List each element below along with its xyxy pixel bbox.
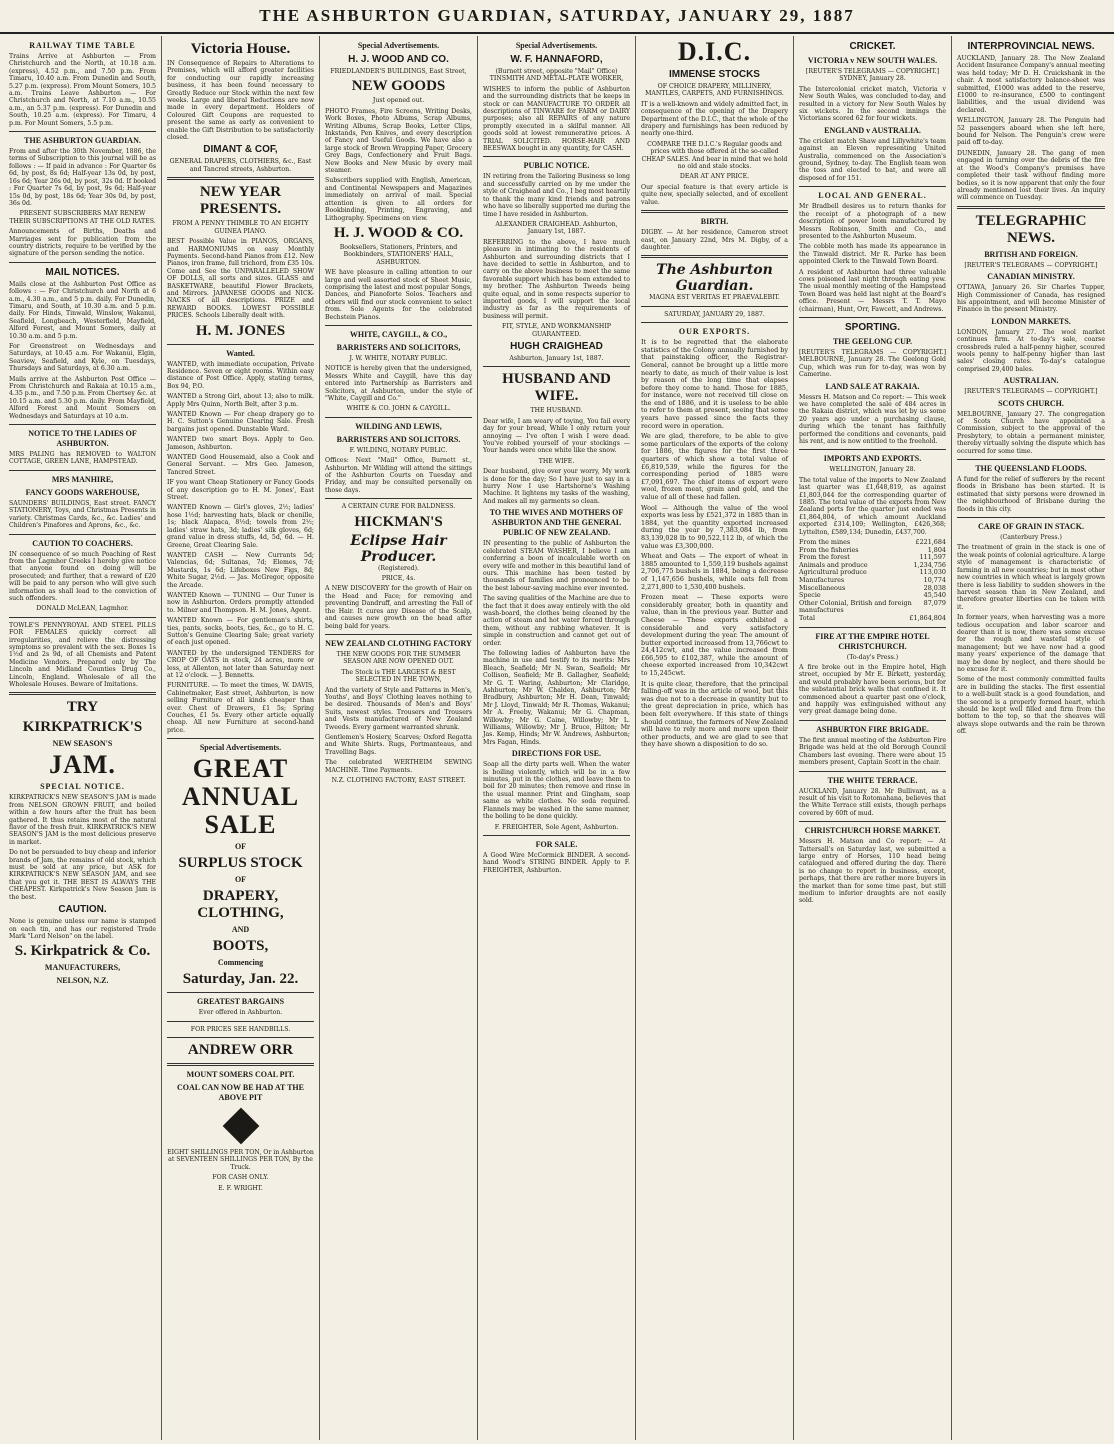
- towle-ad: TOWLE'S PENNYROYAL AND STEEL PILLS FOR FEMALES quickly correct all irregularities, and relieve the distressing symptoms so prevalent with the sex. Boxes 1s 1½d and 2s 9d, of all Chemists and Patent Medicine Vendors. Prepared only by The Lincoln and Midland Counties Drug Co., Lincoln, England. Wholesale of all the Wholesale Houses. Beware of Imitations.: [9, 621, 156, 688]
- mail-text: Mails close at the Ashburton Post Office as follows : — For Christchurch and North at 6 a.m., 4.30 a.m., and 5 p.m. daily. For Dunedin, Timaru, and South, at 10.30 a.m. and 5 p.m. daily. For Hinds, Tinwald, Winslow, Wakanui, Seafield, Longbeach, Westerfield, Mayfield, Alford Forest, and Mount Somers, daily at 10.30 a.m. and 5 p.m.: [9, 280, 156, 340]
- new-goods-heading: NEW GOODS: [351, 78, 446, 95]
- ladies-text: MRS PALING has REMOVED to WALTON COTTAGE, GREEN LANE, HAMPSTEAD.: [9, 451, 156, 466]
- manhire-subheading: FANCY GOODS WAREHOUSE,: [25, 487, 140, 497]
- grain-text: Some of the most commonly committed faults are in building the stacks. The first essential to a well-built stack is a good foundation, and the second is a properly formed heart, which should be kept well filled and firm from the bottom to the top, so that the sheaves will always slope outwards and the rain be thrown off.: [957, 676, 1105, 736]
- row-label: Miscellaneous: [799, 583, 846, 592]
- column-5: [636, 36, 794, 1440]
- of-text: OF: [234, 875, 247, 885]
- divider: [483, 366, 630, 367]
- imports-text: The total value of the imports to New Zealand last quarter was £1,648,819, as against £1,803,044 for the corresponding quarter of 1885. The total value of the exports from New Zealand ports for the quarter just ended was £1,864,804, of which amount Auckland exported £314,109; Wellington, £426,368; Lyttelton, £589,134; Dunedin, £437,700.: [799, 476, 946, 536]
- wives-text: The saving qualities of the Machine are due to the fact that it does away entirely with the old wash-board, the clothes being cleaned by the action of steam and hot water forced through them, without any rubbing whatever. It is simple in construction and cannot get out of order.: [483, 595, 630, 647]
- caution-signature: DONALD McLEAN, Lagmhor.: [36, 605, 129, 613]
- row-value: 1,234,756: [913, 560, 946, 569]
- nz-clothing-text: THE NEW GOODS FOR THE SUMMER SEASON ARE NOW OPENED OUT.: [336, 650, 461, 666]
- wanted-ad: WANTED CASH — New Currants 5d; Valencias, 6d; Sultanas, 7d; Elemes, 7d; Mustards, 1s 6d; Lifeboxes New Figs, 8d; White Sugar, 2½d. — Jas. McGregor, opposite the Arcade.: [167, 551, 314, 589]
- exports-heading: OUR EXPORTS.: [678, 327, 751, 337]
- special-notice-text: Do not be persuaded to buy cheap and inferior brands of Jam, the remains of old stock, which must be sold at any price, but ASK for KIRKPATRICK'S NEW SEASON JAM, and see that you get it. THE BEST IS ALWAYS THE CHEAPEST. Kirkpatrick's New Season Jam is the best.: [9, 849, 156, 901]
- divider: [799, 627, 946, 628]
- hickman-text: A NEW DISCOVERY for the growth of Hair on the Head and Face; for removing and preventing Dandruff, and arresting the Fall of the Hair. It cures any Disease of the Scalp, and causes new growth on the head after being bald for years.: [325, 585, 472, 630]
- dic-text: Our special feature is that every article is quite new, specially selected, and of excellent value.: [641, 183, 788, 206]
- fit-text: FIT, STYLE, AND WORKMANSHIP GUARANTEED.: [502, 323, 611, 338]
- dimant-heading: DIMANT & COF,: [203, 144, 278, 156]
- land-sale-text: Messrs H. Matson and Co report: — This week we have completed the sale of 484 acres in the Rakaia district, which was let by us some 20 years ago under a purchasing clause, during which the tenant has faithfully performed the conditions and covenants, paid his rent, and is now entitled to the freehold.: [799, 393, 946, 446]
- and-text: AND: [231, 925, 250, 935]
- victoria-heading: Victoria House.: [190, 41, 291, 57]
- geelong-text: [REUTER'S TELEGRAMS — COPYRIGHT.] MELBOURNE, January 28. The Geelong Gold Cup, which was run for to-day, was won by Camerine.: [799, 348, 946, 379]
- wood-text: PHOTO Frames, Fire Screens, Writing Desks, Work Boxes, Photo Albums, Scrap Albums, Writing Albums, Scrap Books, Letter Clips, Inkstands, Pen Knives, and every description of Fancy and Useful Goods. We have also a large stock of Brown Wrapping Paper, Grocery Grey Bags, Confectionery and Fruit Bags. New Books and New Music by every mail steamer.: [325, 107, 472, 175]
- column-6: [794, 36, 952, 1440]
- nz-clothing-heading: NEW ZEALAND CLOTHING FACTORY: [325, 638, 472, 648]
- wife-poem: Dear husband, give over your worry, My work is done for the day; So I have just to say in a hurry Now I use Hartshorne's Washing Machine. It lightens my tasks of the washing, And makes all my garments so clean.: [483, 468, 630, 505]
- divider: [325, 417, 472, 418]
- divider: [167, 738, 314, 739]
- horse-market-heading: CHRISTCHURCH HORSE MARKET.: [804, 826, 941, 836]
- divider: [9, 692, 156, 695]
- coal-heading: COAL CAN NOW BE HAD AT THE ABOVE PIT: [177, 1083, 304, 1103]
- column-4: [478, 36, 636, 1440]
- exports-text: Wool — Although the value of the wool exports was less by £521,372 in 1885 than in 1884, yet the quantity exported increased during the year by 7,383,084 lb, from 83,139,028 lb to 90,522,112 lb, of which the value was £3,300,000.: [641, 503, 788, 550]
- wood2-subheading: Booksellers, Stationers, Printers, and Bookbinders, STATIONERS' HALL, ASHBURTON.: [339, 243, 458, 266]
- divider: [9, 424, 156, 425]
- column-3: [320, 36, 478, 1440]
- column-2: [162, 36, 320, 1440]
- public-notice-signature: ALEXANDER CRAIGHEAD. Ashburton, January 1st, 1887.: [495, 220, 618, 236]
- local-text: A resident of Ashburton had three valuable cows poisoned last night through eating yew. The usual monthly meeting of the Hampstead Town Board was held last night at the Board's office. Present — Messrs T. T. Mayo (chairman), Hunt, Orr, Fawcett, and Andrews.: [799, 268, 946, 313]
- fire-heading: FIRE AT THE EMPIRE HOTEL CHRISTCHURCH.: [815, 631, 930, 651]
- kirkpatrick-subheading: NEW SEASON'S: [52, 739, 113, 749]
- special-notice-text: KIRKPATRICK'S NEW SEASON'S JAM is made from NELSON GROWN FRUIT, and boiled within a few hours after the fruit has been gathered. It thus retains most of the natural flavor of the fresh fruit. KIRKPATRICK'S NEW SEASON'S JAM is the most delicious preserve in market.: [9, 794, 156, 846]
- husband-subheading: THE HUSBAND.: [530, 407, 583, 415]
- column-7: [952, 36, 1110, 1440]
- hannaford-text: WISHES to inform the public of Ashburton and the surrounding districts that he keeps in stock or can MANUFACTURE TO ORDER all descriptions of TINWARE for FARM or DAIRY purposes; also all REPAIRS of any nature promptly executed in a skilful manner. All goods sold at lowest remunerative prices. A TRIAL SOLICITED. HORSE-HAIR AND BEESWAX bought in any quantity, for CASH.: [483, 85, 630, 153]
- grain-heading: CARE OF GRAIN IN STACK.: [977, 522, 1084, 532]
- floods-heading: THE QUEENSLAND FLOODS.: [975, 464, 1087, 474]
- price-text: PRICE, 4s.: [381, 575, 416, 583]
- orr-heading: ANDREW ORR: [187, 1042, 294, 1059]
- divider: [167, 992, 314, 993]
- mount-somers-heading: MOUNT SOMERS COAL PIT.: [186, 1070, 295, 1080]
- divider: [641, 322, 788, 323]
- exports-table-total: [799, 615, 946, 623]
- london-text: LONDON, January 27. The wool market continues firm. At to-day's sale, coarse crossbreds ruled a half-penny higher, scoured wools penny to half-penny higher than last sales' closing rates. To-day's catalogue comprised 29,400 bales.: [957, 328, 1105, 373]
- registered-text: (Registered).: [378, 564, 419, 572]
- interprovincial-heading: INTERPROVINCIAL NEWS.: [967, 41, 1095, 52]
- row-value: 113,030: [919, 568, 946, 577]
- divider: [799, 317, 946, 318]
- exports-text: It is quite clear, therefore, that the principal falling-off was in the article of wool, but this was due not to a decrease in quantity but to the great depreciation in price, which has been felt everywhere. If this state of things should continue, the farmers of New Zealand will have to rely more and more upon their other products, and we are glad to see that they have shown a disposition to do so.: [641, 679, 788, 749]
- wanted-heading: Wanted.: [226, 348, 255, 358]
- grain-text: The treatment of grain in the stack is one of the weak points of colonial agriculture. A large style of management is characteristic of farming in all new countries; but in most other new countries in which wheat is largely grown there is less liability to sudden showers in the harvest season than in New Zealand, and therefore greater liberties can be taken with it.: [957, 544, 1105, 611]
- diamond-ornament-icon: [222, 1108, 259, 1145]
- divider: [325, 634, 472, 635]
- directions-signature: F. FREIGHTER, Sole Agent, Ashburton.: [494, 823, 619, 831]
- cricket-heading: CRICKET.: [849, 41, 896, 52]
- public-notice-text: IN retiring from the Tailoring Business so long and successfully carried on by me under the style of Craighead and Co., I beg most heartily to thank the many kind friends and patrons who have so liberally supported me during the time I have resided in Ashburton.: [483, 173, 630, 218]
- husband-poem: Dear wife, I am weary of toying, You fail every day for your bread, While I only return your annoying — I've often I wish I were dead. You've robbed yourself of your stockings — Your hands were once white like the snow.: [483, 417, 630, 455]
- brigade-heading: ASHBURTON FIRE BRIGADE.: [816, 724, 929, 734]
- white-text: NOTICE is hereby given that the undersigned, Messrs White and Caygill, have this day entered into Partnership as Barristers and Solicitors, at Ashburton, under the style of "White, Caygill and Co.": [325, 365, 472, 402]
- scots-heading: SCOTS CHURCH.: [998, 398, 1064, 408]
- great-heading: GREAT: [192, 754, 289, 784]
- telegraphic-heading: TELEGRAPHIC NEWS.: [975, 212, 1087, 246]
- try-heading: TRY: [66, 699, 99, 716]
- immense-subheading: OF CHOICE DRAPERY, MILLINERY, MANTLES, CARPETS, AND FURNISHINGS.: [645, 83, 784, 98]
- divider: [325, 498, 472, 499]
- prices-text: FOR PRICES SEE HANDBILLS.: [190, 1025, 291, 1033]
- caution-heading: CAUTION TO COACHERS.: [32, 538, 133, 548]
- row-value: 111,597: [919, 553, 946, 562]
- railway-text: Trains Arrive at Ashburton — From Christchurch and the North, at 10.18 a.m. (express), 4.52 p.m., and 7.50 p.m. From Timaru, 10.40 a.m. From Dunedin and South, 5.27 p.m. (express). From Mount Somers, 10.5 a.m. Trains Leave Ashburton — For Christchurch and North, at 7.10 a.m., 10.55 a.m., an 5.37 p.m. (express). For Dunedin and South, 10.25 a.m. (express). For Timaru, 4 p.m. For Mount Somers, 5.5 p.m.: [9, 53, 156, 127]
- exports-text: Frozen meat — These exports were considerably greater, both in quantity and value, than in the previous year. Butter and Cheese — These exports exhibited a considerable and very satisfactory development during the year. The amount of butter exported increased from 13,766cwt to 24,412cwt, and the value increased from £66,595 to £102,387, while the amount of cheese exported increased from 10,342cwt to 15,245cwt.: [641, 593, 788, 678]
- guardian-heading: THE ASHBURTON GUARDIAN.: [24, 136, 141, 146]
- wilding-name: F. WILDING, NOTARY PUBLIC.: [349, 446, 448, 454]
- divider: [167, 344, 314, 345]
- nz-clothing-text: Gentlemen's Hosiery, Scarves; Oxford Regatta and White Shirts. Rugs, Portmanteaus, and Travelling Bags.: [325, 733, 472, 756]
- craighead-date: Ashburton, January 1st, 1887.: [509, 355, 604, 362]
- cricket-subheading: VICTORIA v NEW SOUTH WALES.: [807, 56, 938, 65]
- mail-text: Mails arrive at the Ashburton Post Office — From Christchurch and Rakaia at 10.15 a.m., 4.35 p.m., and 7.50 p.m. From Chertsey &c. at 10.15 a.m. and 5.30 p.m. daily. From Mayfield, Alford Forest and Mount Somers on Wednesdays and Saturdays at 10 a.m.: [9, 375, 156, 420]
- wood2-text: WE have pleasure in calling attention to our large and well assorted stock of Sheet Music, comprising the latest and most popular Songs, Dances, and Pianoforte Solos. Teachers and others will find our stock convenient to select from. Sole Agents for the celebrated Bechstein Pianos.: [325, 269, 472, 321]
- wilding-text: Offices: Next "Mail" Office, Burnett st., Ashburton. Mr Wilding will attend the sittings of the Ashburton Courts on Tuesday and Friday, and may be consulted personally on those days.: [325, 457, 472, 494]
- birth-heading: BIRTH.: [700, 217, 729, 227]
- row-label: Manufactures: [799, 576, 845, 585]
- nz-clothing-text: And the variety of Style and Patterns in Men's, Youths', and Boys' Clothing leaves nothing to be desired. Thousands of Men's and Boys' Suits, newest styles. Trousers and Trousers and Vests manufactured of New Zealand Tweeds. Every garment warranted shrunk.: [325, 686, 472, 731]
- jam-heading: JAM.: [49, 750, 116, 780]
- exports-text: We are glad, therefore, to be able to give some particulars of the exports of the colony for 1886, the figures for the first three quarters of which show a total value of £6,819,539, while the figures for the corresponding period of 1885 were £7,091,697. The chief items of export were wool, frozen meat, grain and gold, and the value of all of these had fallen.: [641, 432, 788, 501]
- row-value: 45,540: [923, 591, 946, 600]
- white-signature: WHITE & CO. JOHN & CAYGILL.: [346, 405, 451, 413]
- maker-name: S. Kirkpatrick & Co.: [14, 943, 151, 960]
- wanted-ad: WANTED by the undersigned TENDERS for CROP OF OATS in stock, 24 acres, more or less, at Allenton, not later than Saturday next at 12 o'clock. — J. Bennetts.: [167, 649, 314, 679]
- row-value: 28,038: [923, 583, 946, 592]
- wilding-heading: WILDING AND LEWIS,: [355, 421, 442, 431]
- british-heading: BRITISH AND FOREIGN.: [984, 249, 1078, 259]
- annual-sale-heading: ANNUAL SALE: [181, 782, 300, 840]
- notices-text: Announcements of Births, Deaths and Marriages sent for publication from the country districts, require to be verified by the signature of the person sending the notice.: [9, 228, 156, 258]
- row-value: £221,684: [915, 538, 946, 547]
- special-ads-heading: Special Advertisements.: [515, 41, 598, 50]
- dimant-subheading: GENERAL DRAPERS, CLOTHIERS, &c., East and Tancred streets, Ashburton.: [169, 158, 312, 173]
- presents-heading: NEW YEAR PRESENTS.: [199, 184, 282, 218]
- drapery-heading: DRAPERY, CLOTHING,: [197, 888, 284, 922]
- row-label: From the mines: [799, 538, 851, 547]
- imports-press: WELLINGTON, January 28.: [829, 466, 916, 474]
- maker-town: NELSON, N.Z.: [56, 976, 109, 986]
- divider: [957, 206, 1105, 209]
- local-text: Mr Bradbell desires us to return thanks for the receipt of a photograph of a new description of power loom manufactured by Messrs Robinson, Smith and Co., and presented to the Ashburton Museum.: [799, 203, 946, 240]
- australian-heading: AUSTRALIAN.: [1003, 376, 1059, 386]
- paper-title: The Ashburton Guardian.: [656, 262, 773, 295]
- interprovincial-text: DUNEDIN, January 28. The gang of men engaged in turning over the debris of the fire at the Wood's Company's premises have completed their task without finding more bodies, so it is now apparent that only the four already mentioned lost their lives. An inquiry will commence on Tuesday.: [957, 149, 1105, 202]
- land-sale-heading: LAND SALE AT RAKAIA.: [825, 381, 920, 391]
- wives-heading: TO THE WIVES AND MOTHERS OF ASHBURTON AND THE GENERAL PUBLIC OF NEW ZEALAND.: [489, 508, 624, 538]
- scots-text: MELBOURNE, January 27. The congregation of Scots Church have appointed a Commission, subject to the approval of the Presbytery, to obtain a permanent minister, thereby virtually solving the dispute which has occurred for some time.: [957, 410, 1105, 455]
- boots-heading: BOOTS,: [212, 938, 269, 955]
- floods-text: A fund for the relief of sufferers by the recent floods in Brisbane has been started. It is estimated that sixty persons were drowned in the neighbourhood of Brisbane during the floods in this city.: [957, 476, 1105, 513]
- renew-notice: PRESENT SUBSCRIBERS MAY RENEW THEIR SUBSCRIPTIONS AT THE OLD RATES.: [9, 210, 156, 225]
- wood2-heading: H. J. WOOD & CO.: [333, 224, 464, 241]
- divider: [167, 1021, 314, 1022]
- for-sale-text: A Good Wire McCormick BINDER. A second-hand Wood's STRING BINDER. Apply to F. FREIGHTER, Ashburton.: [483, 851, 630, 874]
- caution2-text: None is genuine unless our name is stamped on each tin, and has our registered Trade Mark "Lord Nelson" on the label.: [9, 918, 156, 940]
- white-notary: J. W. WHITE, NOTARY PUBLIC.: [349, 354, 448, 362]
- white-heading: WHITE, CAYGILL, & CO.,: [349, 329, 448, 339]
- brigade-text: The first annual meeting of the Ashburton Fire Brigade was held at the old Borough Council Chambers last evening. There were about 15 members present, Captain Scott in the chair.: [799, 736, 946, 767]
- imports-heading: IMPORTS AND EXPORTS.: [823, 454, 922, 464]
- jones-heading: H. M. JONES: [195, 322, 286, 339]
- wanted-ad: FURNITURE. — To meet the times, W. DAVIS, Cabinetmaker, East street, Ashburton, is now selling Furniture of all kinds cheaper than ever. Chest of Drawers, £1 5s; Spring Couches, £1 5s. Every other article equally cheap. All new Furniture at second-hand price.: [167, 682, 314, 734]
- row-label: From the forest: [799, 553, 850, 562]
- row-value: 1,804: [927, 545, 946, 554]
- australian-press: [REUTER'S TELEGRAMS — COPYRIGHT.]: [964, 388, 1098, 396]
- nz-clothing-text: The celebrated WERTHEIM SEWING MACHINE. Time Payments.: [325, 759, 472, 774]
- craighead-heading: HUGH CRAIGHEAD: [510, 341, 603, 352]
- hannaford-heading: W. F. HANNAFORD,: [510, 54, 603, 65]
- manhire-heading: MRS MANHIRE,: [51, 474, 114, 484]
- caution-text: IN consequence of so much Poaching of Rest from the Lagmhor Creeks I hereby give notice that anyone found on doing will be prosecuted; and further, that a reward of £20 will be paid to any person who will give such information as shall lead to the conviction of such offenders.: [9, 550, 156, 602]
- kirkpatrick-heading: KIRKPATRICK'S: [22, 719, 143, 736]
- caution2-heading: CAUTION.: [58, 904, 107, 916]
- horse-market-text: Messrs H. Matson and Co report: — At Tattersall's on Saturday last, we submitted a large entry of Horses, 110 head being catalogued and offered during the day. There is no change to report in business, except, perhaps, that there are rather more buyers in the market than for some time past, but still medium to inferior draughts are not easily sold.: [799, 838, 946, 905]
- canadian-heading: CANADIAN MINISTRY.: [987, 272, 1075, 282]
- row-label: From the fisheries: [799, 545, 859, 554]
- row-label: Animals and produce: [799, 560, 868, 569]
- exports-table-row: [799, 600, 946, 615]
- public-notice-heading: PUBLIC NOTICE.: [523, 161, 590, 171]
- wanted-ad: WANTED Known — TUNING — Our Tuner is now in Ashburton. Orders promptly attended to. Milner and Thompson. H. M. Jones, Agent.: [167, 591, 314, 614]
- divider: [9, 617, 156, 618]
- coal-signature: E. F. WRIGHT.: [218, 1184, 263, 1192]
- divider: [167, 1037, 314, 1038]
- divider: [799, 186, 946, 187]
- exports-text: It is to be regretted that the elaborate statistics of the Colony annually furnished by that painstaking officer, the Registrar-General, cannot be brought up a little more nearly to date, as much of their value is lost by reason of the long time that elapses before they come to hand. Those for 1885, for instance, were not received till close on the end of 1886, and it is useless to be able to refer to them at present, seeing that some years have passed since the facts they record were in operation.: [641, 338, 788, 430]
- bargains-heading: GREATEST BARGAINS: [196, 997, 285, 1007]
- motto: MAGNA EST VERITAS ET PRAEVALEBIT.: [649, 294, 780, 302]
- divider: [641, 210, 788, 213]
- compare-text: COMPARE THE D.I.C.'s Regular goods and prices with those offered at the so-called CHEAP SALES. And bear in mind that we hold no old and stale stocks.: [641, 140, 788, 171]
- fire-subheading: (To-day's Press.): [846, 653, 899, 661]
- row-label: Other Colonial, British and foreign manufactures: [799, 598, 912, 615]
- divider: [167, 177, 314, 180]
- white-subheading: BARRISTERS AND SOLICITORS,: [336, 342, 461, 352]
- wood-heading: H. J. WOOD AND CO.: [348, 54, 449, 65]
- issue-date: SATURDAY, JANUARY 29, 1887.: [664, 310, 765, 318]
- wilding-subheading: BARRISTERS AND SOLICITORS.: [336, 434, 461, 444]
- surplus-heading: SURPLUS STOCK: [178, 855, 303, 872]
- wood-subheading: FRIEDLANDER'S BUILDINGS, East Street,: [330, 68, 467, 75]
- directions-text: Soap all the dirty parts well. When the water is boiling violently, which will be in a few minutes, put in the clothes, and leave them to boil for 20 minutes; then remove and rinse in the usual manner. Print and Gingham, soap same as white clothes. No soda required. Flannels may be washed in the same manner, the boiling to be done quickly.: [483, 761, 630, 821]
- wanted-ad: WANTED Known — For cheap drapery go to H. C. Sutton's Genuine Clearing Sale. Fresh bargains just opened. Dunstable Ward.: [167, 411, 314, 433]
- total-value: £1,864,804: [909, 614, 946, 623]
- mail-heading: MAIL NOTICES.: [45, 266, 120, 278]
- coal-cash: FOR CASH ONLY.: [212, 1174, 269, 1182]
- exports-table: [799, 539, 946, 615]
- wanted-ad: IF you want Cheap Stationery or Fancy Goods of any description go to H. M. Jones', East Street.: [167, 479, 314, 502]
- divider: [957, 459, 1105, 460]
- white-terrace-heading: THE WHITE TERRACE.: [827, 775, 918, 785]
- nz-clothing-stock: The Stock is THE LARGEST & BEST SELECTED IN THE TOWN,: [341, 668, 456, 684]
- cricket-press: [REUTER'S TELEGRAMS — COPYRIGHT.] SYDNEY, January 28.: [805, 68, 940, 83]
- ladies-heading: NOTICE TO THE LADIES OF ASHBURTON.: [28, 429, 137, 449]
- divider: [325, 325, 472, 326]
- commencing-text: Commencing: [217, 958, 264, 968]
- wanted-ad: WANTED, with immediate occupation, Private Residence. Seven or eight rooms. Within easy distance of Post Office. Apply, stating terms, Box 94, P.O.: [167, 360, 314, 390]
- divider: [483, 156, 630, 157]
- testimonials-text: The following ladies of Ashburton have the machine in use and testify to its merits: Mrs Bleach, Seafield; Mr N. Swan, Seafield; Mr Collison, Seafield; Mr B. Gallagher, Seafield; Mr G. T. Waring, Ashburton; Mr Claridge, Ashburton; Mr W. Chalden, Ashburton; Mr Bradbury, Ashburton; Mr H. Dean, Tinwald; Mr J. Lloyd, Tinwald; Mr R. Thomas, Wakanui; Mr A. Freeby, Wakanui; Mr G. Chapman, Willowby; Mr G. Caine, Willowby; Mr L. Williams, Willowby; Mr J. Bruce, Hilton; Mr Jas. Kemp, Hinds; Mr W. Andrews, Ashburton; Mrs Fagan, Hinds.: [483, 649, 630, 746]
- immense-heading: IMMENSE STOCKS: [669, 69, 760, 80]
- coal-price: EIGHT SHILLINGS PER TON, Or in Ashburton at SEVENTEEN SHILLINGS PER TON, By the Truck.: [167, 1149, 314, 1171]
- bargains-text: Ever offered in Ashburton.: [198, 1009, 283, 1017]
- column-1: [4, 36, 162, 1440]
- presents-text: BEST Possible Value in PIANOS, ORGANS, and HARMONIUMS on easy Monthly Payments. Second-hand Pianos from £12. New Pianos, iron frame, full trichord, from £35 10s. Come and See the UNPARALLELED SHOW OF DOLLS, all sorts and sizes. GLASS and BASKETWARE, beautiful Flower Brackets, and Mirrors. JAPANESE GOODS and NICK-NACKS of all descriptions. PRIZE and REWARD BOOKS. LOWEST POSSIBLE PRICES. Schools Liberally dealt with.: [167, 238, 314, 320]
- special-ads-heading: Special Advertisements.: [199, 743, 282, 753]
- presents-subheading: FROM A PENNY THIMBLE TO AN EIGHTY GUINEA PIANO.: [172, 220, 309, 235]
- hickman-heading: HICKMAN'S: [354, 513, 443, 530]
- dear-text: DEAR AT ANY PRICE.: [679, 173, 750, 181]
- wanted-ad: WANTED two smart Boys. Apply to Geo. Jameson, Ashburton.: [167, 436, 314, 451]
- hannaford-subheading: (Burnett street, opposite "Mail" Office) TINSMITH AND METAL-PLATE WORKER,: [489, 68, 624, 83]
- divider: [641, 255, 788, 258]
- dic-text: IT is a well-known and widely admitted fact, in consequence of the opening of the Drapery Department of the D.I.C., that the whole of the drapery and furnishings has been reduced by nearly one-third.: [641, 100, 788, 138]
- canadian-text: OTTAWA, January 26. Sir Charles Tupper, High Commissioner of Canada, has resigned his appointment, and will become Minister of Finance in the present Ministry.: [957, 284, 1105, 314]
- dic-heading: D.I.C.: [677, 37, 752, 66]
- of-text: OF: [234, 842, 247, 852]
- grain-text: In former years, when harvesting was a more tedious occupation and labor scarcer and dearer than it is now, there was some excuse for the rough and wasteful style of management; but we have now had a good many years' experience of the damage that may be done by neglect, and there should be no excuse for it.: [957, 614, 1105, 673]
- white-terrace-text: AUCKLAND, January 28. Mr Bullivant, as a result of his visit to Rotomahana, believes that the White Terrace still exists, though perhaps covered by 60ft of mud.: [799, 787, 946, 817]
- total-label: Total: [799, 614, 816, 623]
- british-press: [REUTER'S TELEGRAMS — COPYRIGHT.]: [964, 261, 1098, 269]
- divider: [167, 1063, 314, 1066]
- grain-subheading: (Canterbury Press.): [1000, 534, 1062, 542]
- interprovincial-text: WELLINGTON, January 28. The Penguin had 52 passengers aboard when she left here, bound for Nelson. The Penguin's crew were paid off to-day.: [957, 117, 1105, 147]
- divider: [9, 262, 156, 263]
- exports-text: Wheat and Oats — The export of wheat in 1885 amounted to 1,559,119 bushels against 2,706,775 bushels in 1884, being a decrease of 1,147,656 bushels, while oats fell from 2,271,800 to 1,530,400 bushels.: [641, 552, 788, 591]
- divider: [799, 821, 946, 822]
- wanted-ad: WANTED Known — Girl's gloves, 2½; ladies' hose 1½d; harvesting hats, black or chenille, 1s; black Alapaca, 8½d; towels from 2½; ladies' straw hats, 3d; ladies' silk gloves, 6d; grand value in dress stuffs, 4d, 5d, 6d. — H. Greene, Great Clearing Sale.: [167, 504, 314, 549]
- referring-text: REFERRING to the above, I have much pleasure in intimating to the residents of Ashburton and surrounding districts that I have decided to settle in Ashburton, and to carry on the above business to meet the same favorable support which has been extended to my brother. The Ashburton Tweeds being quite equal, and in some respects superior to imported goods, I will support the local industry as far as the requirements of business will permit.: [483, 238, 630, 320]
- sale-date: Saturday, Jan. 22.: [182, 971, 299, 988]
- baldness-heading: A CERTAIN CURE FOR BALDNESS.: [341, 503, 456, 511]
- interprovincial-text: AUCKLAND, January 28. The New Zealand Accident Insurance Company's annual meeting was held today; Mr D. H. Cruickshank in the chair. A most satisfactory balance-sheet was submitted, £1000 was added to the reserve, £1000 to re-insurance, £500 to contingent liabilities, and the usual dividend was declared.: [957, 55, 1105, 114]
- birth-text: DIGBY. — At her residence, Cameron street east, on January 22nd, Mrs M. Digby, of a daughter.: [641, 229, 788, 251]
- divider: [641, 306, 788, 307]
- divider: [957, 517, 1105, 518]
- row-value: 87,079: [923, 598, 946, 607]
- wife-subheading: THE WIFE.: [538, 457, 575, 465]
- divider: [799, 720, 946, 721]
- england-text: The cricket match Shaw and Lillywhite's team against an Eleven representing United Australia, commenced on the Association's ground, Sydney, to-day. The English team won the toss and elected to bat, and were all disposed of for 151.: [799, 137, 946, 182]
- just-opened-text: Just opened out.: [372, 97, 425, 105]
- divider: [483, 835, 630, 836]
- cricket-text: The Intercolonial cricket match, Victoria v New South Wales, was concluded to-day, and resulted in a victory for New South Wales by six wickets. In the second innings the Victorians scored 62 for four wickets.: [799, 85, 946, 123]
- wood-text: Subscribers supplied with English, American, and Continental Newspapers and Magazines immediately on arrival of mail. Special attention is given to all orders for Bookbinding, Printing, Engraving, and Lithography. Specimens on view.: [325, 177, 472, 222]
- wanted-ad: WANTED a Strong Girl, about 13; also to milk. Apply Mrs Quinn, North Belt, after 3 p.m.: [167, 393, 314, 408]
- fire-text: A fire broke out in the Empire hotel, High street, occupied by Mr E. Birkett, yesterday, and would probably have been serious, but for the substantial brick walls that confined it. It commenced about a quarter past one o'clock, and happily was extinguished without any very great damage being done.: [799, 664, 946, 716]
- mail-text: For Greenstreet on Wednesdays and Saturdays, at 10.45 a.m. For Wakanui, Elgin, Seaview, Seafield, and Kyle, on Tuesdays, Thursdays and Saturdays, at 6.30 a.m.: [9, 343, 156, 373]
- wanted-ad: WANTED Good Housemaid, also a Cook and General Servant. — Mrs Geo. Jameson, Tancred Street.: [167, 454, 314, 476]
- england-heading: ENGLAND v AUSTRALIA.: [824, 125, 921, 135]
- maker-subheading: MANUFACTURERS,: [44, 963, 121, 973]
- divider: [9, 131, 156, 132]
- divider: [799, 771, 946, 772]
- geelong-heading: THE GEELONG CUP.: [832, 336, 913, 346]
- divider: [799, 449, 946, 450]
- eclipse-heading: Eclipse Hair Producer.: [350, 532, 447, 565]
- local-heading: LOCAL AND GENERAL.: [818, 191, 927, 201]
- special-ads-heading: Special Advertisements.: [357, 41, 440, 50]
- subscription-text: From and after the 30th November, 1886, the terms of Subscription to this journal will be as follows : — If paid in advance : For Quarter 6s 6d, by post, 8s 6d; Half-year 13s 0d, by post, 16s 6d; Year 26s 0d, by post, 32s 0d. If booked : For Quarter 7s 6d, by post, 9s 6d; Half-year 15s 0d, by post, 18s 6d; Year 30s 0d, by post, 36s 0d.: [9, 148, 156, 207]
- london-heading: LONDON MARKETS.: [991, 316, 1071, 326]
- for-sale-heading: FOR SALE.: [535, 839, 578, 849]
- special-notice-heading: SPECIAL NOTICE.: [40, 782, 125, 792]
- divider: [9, 534, 156, 535]
- husband-wife-heading: HUSBAND AND WIFE.: [502, 371, 611, 405]
- wanted-ad: WANTED Known — For gentleman's shirts, ties, pants, socks, boots, ties, &c., go to H. C. Sutton's Genuine Clearing Sale; great variety of each just opened.: [167, 617, 314, 647]
- directions-heading: DIRECTIONS FOR USE.: [511, 749, 602, 759]
- local-text: The cobble moth has made its appearance in the Tinwald district. Mr R. Parke has been appointed Clerk to the Tinwald Town Board.: [799, 243, 946, 266]
- row-label: Agricultural produce: [799, 568, 867, 577]
- manhire-text: SAUNDERS' BUILDINGS, East street. FANCY STATIONERY, Toys, and Christmas Presents in variety. Christmas Cards, &c., &c. Ladies' and Children's Pinafores and Aprons, &c., &c.: [9, 499, 156, 530]
- railway-heading: RAILWAY TIME TABLE: [29, 41, 136, 50]
- victoria-text: IN Consequence of Repairs to Alterations to Premises, which will afford greater facilities for conducting our rapidly increasing business, it has been found necessary to Greatly Reduce our Stock within the next few weeks. Large and liberal Reductions are now made in every department. Holders of Coloured Gift Coupons are requested to present the same as early as convenient to enable the Gift Distribution to be satisfactorily closed.: [167, 60, 314, 142]
- row-label: Specie: [799, 591, 821, 600]
- newspaper-page: [4, 36, 1110, 1440]
- masthead: THE ASHBURTON GUARDIAN, SATURDAY, JANUARY 29, 1887: [0, 0, 1114, 34]
- row-value: 10,774: [923, 576, 946, 585]
- wives-text: IN presenting to the public of Ashburton the celebrated STEAM WASHER, I believe I am conferring a boon of incalculable worth on every wife and mother in this beautiful land of ours. This machine has been tested by thousands of families and pronounced to be the best labour-saving machine ever invented.: [483, 540, 630, 592]
- nz-clothing-signature: N.Z. CLOTHING FACTORY, EAST STREET.: [331, 777, 466, 784]
- sporting-heading: SPORTING.: [844, 321, 900, 333]
- divider: [9, 470, 156, 471]
